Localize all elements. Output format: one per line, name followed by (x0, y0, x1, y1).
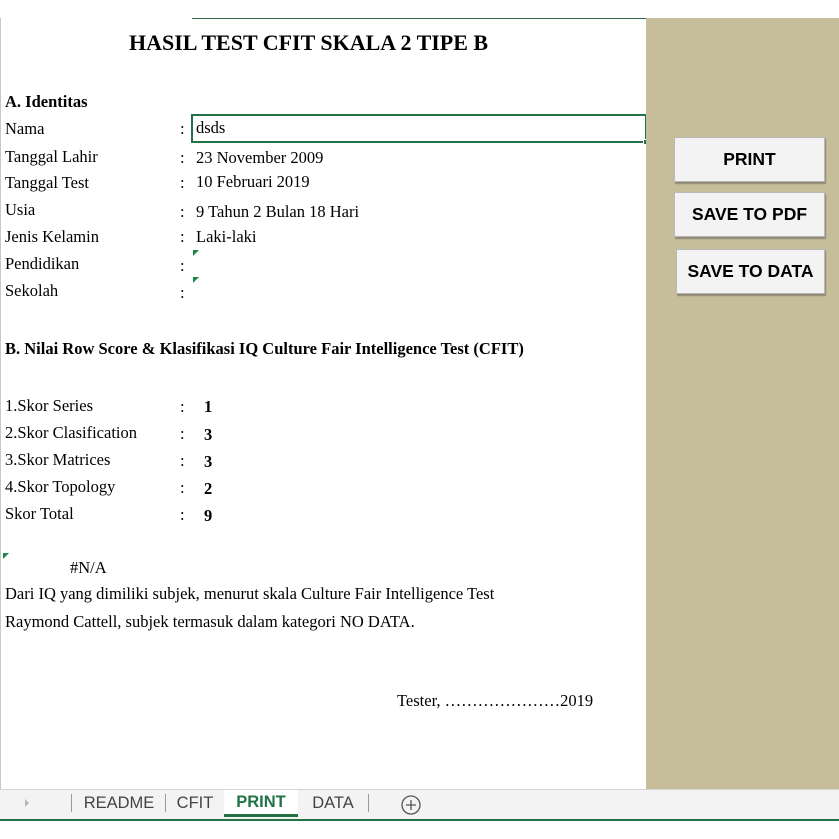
tab-data[interactable]: DATA (312, 793, 354, 812)
tab-cfit[interactable]: CFIT (176, 793, 214, 812)
label-usia: Usia (5, 200, 36, 219)
value-skor-total: 9 (204, 506, 213, 525)
tester-signature-line: Tester, …………………2019 (397, 691, 594, 710)
value-nama[interactable]: dsds (196, 118, 226, 137)
report-title: HASIL TEST CFIT SKALA 2 TIPE B (129, 30, 489, 55)
colon: : (180, 505, 185, 524)
iq-value: #N/A (70, 558, 107, 577)
value-skor-clasification: 3 (204, 425, 213, 444)
status-bar (0, 819, 839, 839)
sheet-left-border (0, 18, 1, 789)
chevron-right-icon[interactable] (22, 796, 32, 815)
label-skor-total: Skor Total (5, 504, 74, 523)
colon: : (180, 424, 185, 443)
tab-readme[interactable]: README (83, 793, 155, 812)
save-to-data-button[interactable]: SAVE TO DATA (676, 249, 825, 294)
label-tanggal-lahir: Tanggal Lahir (5, 147, 98, 166)
label-skor-topology: 4.Skor Topology (5, 477, 116, 496)
colon: : (180, 478, 185, 497)
label-sekolah: Sekolah (5, 281, 59, 300)
sheet-tab-bar (0, 789, 839, 819)
value-jenis-kelamin[interactable]: Laki-laki (196, 227, 257, 246)
colon: : (180, 397, 185, 416)
label-skor-series: 1.Skor Series (5, 396, 93, 415)
colon: : (180, 256, 185, 275)
colon: : (180, 451, 185, 470)
cell-error-marker (193, 277, 199, 283)
tab-separator (71, 794, 72, 812)
value-skor-matrices: 3 (204, 452, 213, 471)
colon: : (180, 227, 185, 246)
label-tanggal-test: Tanggal Test (5, 173, 89, 192)
value-tanggal-test[interactable]: 10 Februari 2019 (196, 172, 310, 191)
colon: : (180, 173, 185, 192)
colon: : (180, 148, 185, 167)
colon: : (180, 119, 185, 138)
cell-error-marker (3, 553, 9, 559)
label-skor-clasification: 2.Skor Clasification (5, 423, 137, 442)
button-panel (646, 18, 839, 789)
conclusion-line-1: Dari IQ yang dimiliki subjek, menurut skala Culture Fair Intelligence Test (5, 584, 495, 603)
colon: : (180, 202, 185, 221)
value-usia[interactable]: 9 Tahun 2 Bulan 18 Hari (196, 202, 360, 221)
value-skor-topology: 2 (204, 479, 213, 498)
tab-print[interactable]: PRINT (224, 790, 298, 817)
save-to-pdf-button[interactable]: SAVE TO PDF (674, 192, 825, 237)
label-skor-matrices: 3.Skor Matrices (5, 450, 111, 469)
value-skor-series: 1 (204, 397, 213, 416)
label-jenis-kelamin: Jenis Kelamin (5, 227, 99, 246)
label-pendidikan: Pendidikan (5, 254, 80, 273)
colon: : (180, 283, 185, 302)
cell-error-marker (193, 250, 199, 256)
section-b-heading: B. Nilai Row Score & Klasifikasi IQ Culture Fair Intelligence Test (CFIT) (5, 339, 524, 358)
tab-separator (368, 794, 369, 812)
print-button[interactable]: PRINT (674, 137, 825, 182)
add-sheet-icon[interactable] (400, 794, 422, 821)
sheet-top-border (192, 18, 646, 19)
conclusion-line-2: Raymond Cattell, subjek termasuk dalam kategori NO DATA. (5, 612, 415, 631)
value-tanggal-lahir[interactable]: 23 November 2009 (196, 148, 324, 167)
section-a-heading: A. Identitas (5, 92, 88, 111)
label-nama: Nama (5, 119, 45, 138)
selected-cell-nama[interactable] (191, 114, 646, 143)
